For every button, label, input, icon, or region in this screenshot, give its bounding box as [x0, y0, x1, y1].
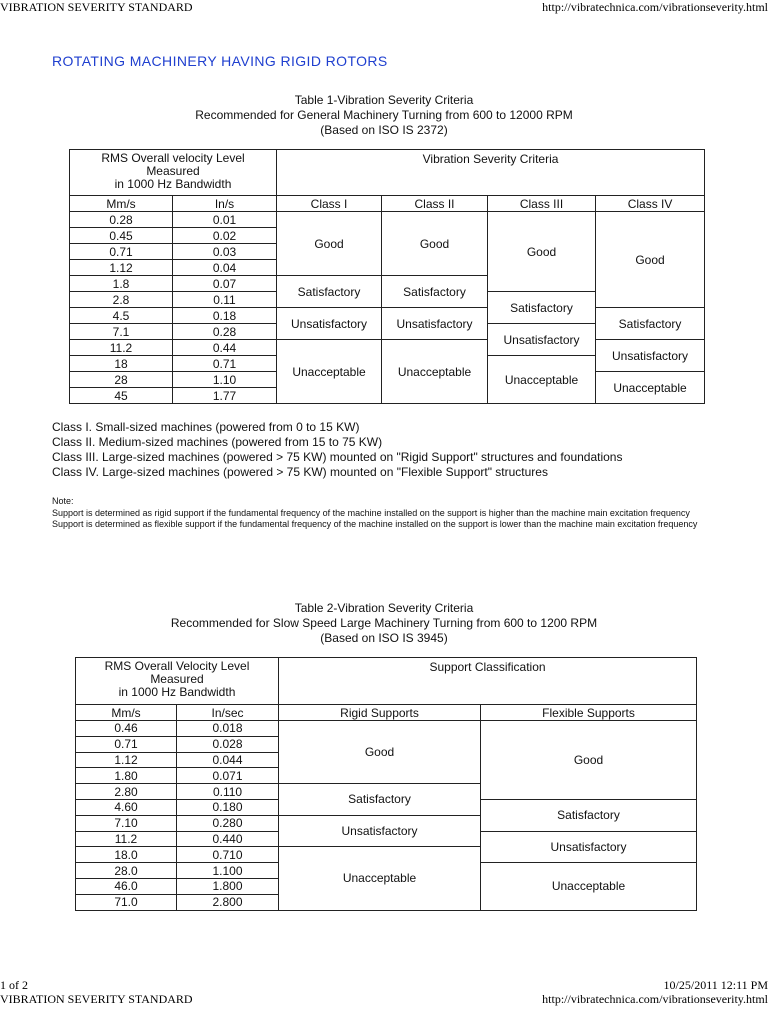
in-value: 0.071 [177, 768, 279, 784]
in-value: 2.800 [177, 894, 279, 910]
in-value: 0.28 [173, 324, 277, 340]
in-value: 1.77 [173, 388, 277, 404]
mm-value: 1.80 [76, 768, 177, 784]
class1-rating: Good [277, 212, 382, 276]
flexible-rating: Unacceptable [481, 863, 697, 910]
rms-velocity-header [70, 150, 277, 196]
class4-rating: Unacceptable [596, 372, 705, 404]
table-row [76, 721, 697, 737]
rigid-rating: Good [279, 721, 481, 784]
in-value: 0.71 [173, 356, 277, 372]
mm-value: 71.0 [76, 894, 177, 910]
table-header-row [76, 658, 697, 705]
mm-value: 4.60 [76, 799, 177, 815]
table1-caption-line: Recommended for General Machinery Turning from 600 to 12000 RPM [195, 108, 573, 122]
vibration-table-1 [69, 149, 705, 404]
print-header-url[interactable]: http://vibratechnica.com/vibrationseverity.html [542, 992, 768, 1006]
unit-mm-header: Mm/s [76, 705, 177, 721]
header-line: RMS Overall Velocity Level [104, 659, 250, 673]
class-definition: Class III. Large-sized machines (powered > 75 KW) mounted on "Rigid Support" structures and foundations [52, 450, 623, 464]
table2-caption [0, 601, 768, 646]
mm-value: 1.12 [76, 752, 177, 768]
header-line: Measured [146, 164, 200, 178]
rigid-rating: Unsatisfactory [279, 815, 481, 847]
in-value: 0.18 [173, 308, 277, 324]
class3-rating: Unsatisfactory [488, 324, 596, 356]
severity-criteria-header: Vibration Severity Criteria [277, 150, 705, 196]
vibration-table-2 [75, 657, 697, 911]
mm-value: 18.0 [76, 847, 177, 863]
class3-rating: Good [488, 212, 596, 292]
rms-velocity-header [76, 658, 279, 705]
mm-value: 11.2 [70, 340, 173, 356]
rigid-rating: Unacceptable [279, 847, 481, 910]
header-line: RMS Overall velocity Level [101, 151, 245, 165]
flexible-rating: Unsatisfactory [481, 831, 697, 863]
page-number: 1 of 2 [0, 978, 28, 992]
class-header: Class I [277, 196, 382, 212]
print-header-title: VIBRATION SEVERITY STANDARD [0, 992, 193, 1006]
class4-rating: Satisfactory [596, 308, 705, 340]
mm-value: 0.45 [70, 228, 173, 244]
header-line: in 1000 Hz Bandwidth [114, 177, 232, 191]
mm-value: 7.1 [70, 324, 173, 340]
support-note [52, 496, 712, 531]
mm-value: 2.8 [70, 292, 173, 308]
note-label: Note: [52, 496, 74, 506]
print-header-url[interactable]: http://vibratechnica.com/vibrationseverity.html [542, 0, 768, 14]
unit-mm-header: Mm/s [70, 196, 173, 212]
in-value: 0.01 [173, 212, 277, 228]
mm-value: 11.2 [76, 831, 177, 847]
table-row [70, 212, 705, 228]
in-value: 0.02 [173, 228, 277, 244]
class2-rating: Satisfactory [382, 276, 488, 308]
print-header-title: VIBRATION SEVERITY STANDARD [0, 0, 193, 14]
mm-value: 0.46 [76, 721, 177, 737]
in-value: 0.04 [173, 260, 277, 276]
in-value: 0.03 [173, 244, 277, 260]
mm-value: 0.28 [70, 212, 173, 228]
class4-rating: Unsatisfactory [596, 340, 705, 372]
in-value: 0.044 [177, 752, 279, 768]
table1-caption-line: Table 1-Vibration Severity Criteria [294, 93, 474, 107]
flexible-supports-header: Flexible Supports [481, 705, 697, 721]
unit-in-header: In/sec [177, 705, 279, 721]
mm-value: 46.0 [76, 878, 177, 894]
in-value: 0.07 [173, 276, 277, 292]
mm-value: 0.71 [76, 736, 177, 752]
class3-rating: Satisfactory [488, 292, 596, 324]
mm-value: 1.8 [70, 276, 173, 292]
class-header: Class II [382, 196, 488, 212]
in-value: 0.018 [177, 721, 279, 737]
in-value: 1.10 [173, 372, 277, 388]
table-row [70, 308, 705, 324]
class-definition: Class I. Small-sized machines (powered from 0 to 15 KW) [52, 420, 360, 434]
support-classification-header: Support Classification [279, 658, 697, 705]
flexible-rating: Good [481, 721, 697, 800]
mm-value: 1.12 [70, 260, 173, 276]
print-datetime: 10/25/2011 12:11 PM [663, 978, 768, 992]
in-value: 1.800 [177, 878, 279, 894]
rigid-supports-header: Rigid Supports [279, 705, 481, 721]
table-row [70, 340, 705, 356]
mm-value: 2.80 [76, 784, 177, 800]
table2-caption-line: Table 2-Vibration Severity Criteria [294, 601, 474, 615]
class1-rating: Satisfactory [277, 276, 382, 308]
table1-caption [0, 93, 768, 138]
table-header-row [76, 705, 697, 721]
note-line: Support is determined as rigid support if the fundamental frequency of the machine installed on the support is higher than the machine main excitation frequency [52, 507, 690, 518]
in-value: 0.710 [177, 847, 279, 863]
in-value: 0.280 [177, 815, 279, 831]
unit-in-header: In/s [173, 196, 277, 212]
class-definitions [52, 420, 622, 480]
class-header: Class III [488, 196, 596, 212]
in-value: 0.028 [177, 736, 279, 752]
page-title: ROTATING MACHINERY HAVING RIGID ROTORS [52, 53, 388, 69]
flexible-rating: Satisfactory [481, 799, 697, 831]
in-value: 0.180 [177, 799, 279, 815]
in-value: 1.100 [177, 863, 279, 879]
mm-value: 0.71 [70, 244, 173, 260]
table-header-row [70, 150, 705, 196]
class-definition: Class II. Medium-sized machines (powered from 15 to 75 KW) [52, 435, 383, 449]
mm-value: 18 [70, 356, 173, 372]
in-value: 0.110 [177, 784, 279, 800]
class-definition: Class IV. Large-sized machines (powered > 75 KW) mounted on "Flexible Support" structures [52, 465, 548, 479]
table1-caption-line: (Based on ISO IS 2372) [320, 123, 448, 137]
class2-rating: Unacceptable [382, 340, 488, 404]
class2-rating: Unsatisfactory [382, 308, 488, 340]
in-value: 0.44 [173, 340, 277, 356]
class4-rating: Good [596, 212, 705, 308]
mm-value: 45 [70, 388, 173, 404]
header-line: in 1000 Hz Bandwidth [118, 685, 236, 699]
in-value: 0.440 [177, 831, 279, 847]
class2-rating: Good [382, 212, 488, 276]
class1-rating: Unsatisfactory [277, 308, 382, 340]
mm-value: 28.0 [76, 863, 177, 879]
mm-value: 4.5 [70, 308, 173, 324]
class3-rating: Unacceptable [488, 356, 596, 404]
note-line: Support is determined as flexible support if the fundamental frequency of the machine installed on the support is lower than the machine main excitation frequency [52, 519, 698, 529]
class-header: Class IV [596, 196, 705, 212]
mm-value: 28 [70, 372, 173, 388]
table-header-row [70, 196, 705, 212]
table2-caption-line: (Based on ISO IS 3945) [320, 631, 448, 645]
table2-caption-line: Recommended for Slow Speed Large Machinery Turning from 600 to 1200 RPM [170, 616, 598, 630]
mm-value: 7.10 [76, 815, 177, 831]
rigid-rating: Satisfactory [279, 784, 481, 816]
in-value: 0.11 [173, 292, 277, 308]
header-line: Measured [150, 672, 204, 686]
class1-rating: Unacceptable [277, 340, 382, 404]
